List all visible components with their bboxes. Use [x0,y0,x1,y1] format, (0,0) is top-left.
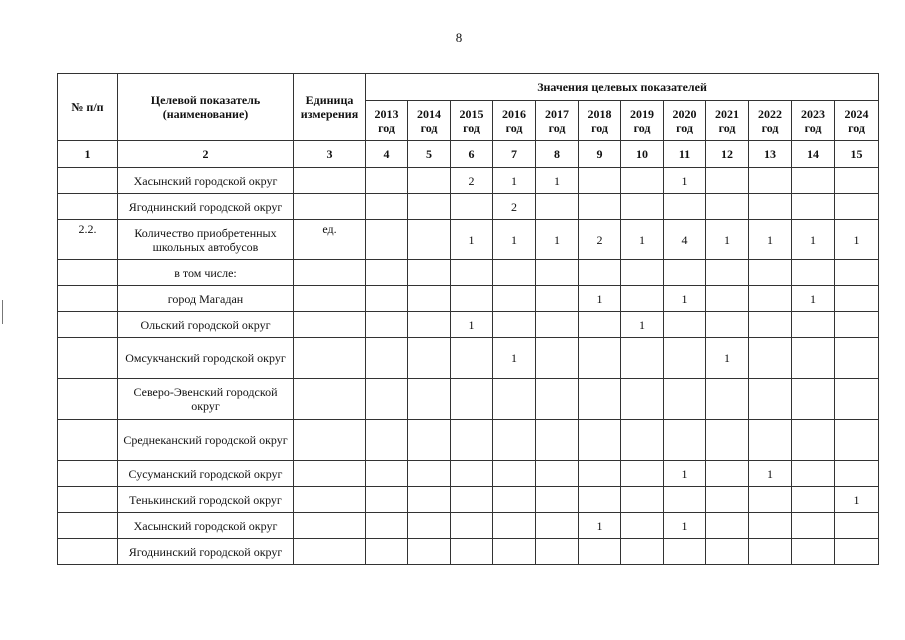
row-value: 1 [493,168,536,194]
row-number [58,338,118,379]
header-year: 2024 год [835,101,879,141]
row-value: 1 [749,220,792,260]
row-value: 1 [451,220,493,260]
header-year: 2018 год [579,101,621,141]
row-value [408,286,451,312]
row-value [579,487,621,513]
row-value [366,539,408,565]
row-value [493,539,536,565]
row-value [792,168,835,194]
column-number: 11 [664,141,706,168]
row-value [536,379,579,420]
header-year: 2015 год [451,101,493,141]
row-value [451,539,493,565]
row-value: 1 [493,338,536,379]
row-unit [294,379,366,420]
row-indicator-name: Хасынский городской округ [118,168,294,194]
row-value [579,539,621,565]
row-value: 1 [835,487,879,513]
row-value [366,461,408,487]
row-indicator-name: Тенькинский городской округ [118,487,294,513]
table-row [58,168,879,194]
row-value [366,168,408,194]
row-number [58,286,118,312]
row-value [408,194,451,220]
row-value [408,220,451,260]
row-value [408,420,451,461]
header-year: 2020 год [664,101,706,141]
row-value [706,461,749,487]
row-value: 1 [664,168,706,194]
row-value [706,513,749,539]
row-value: 1 [835,220,879,260]
header-year: 2013 год [366,101,408,141]
row-value [706,379,749,420]
row-value: 2 [579,220,621,260]
row-value [621,260,664,286]
column-number: 5 [408,141,451,168]
row-value [749,379,792,420]
row-value [792,312,835,338]
table-row [58,220,879,260]
row-value [366,286,408,312]
row-value [835,168,879,194]
row-unit [294,168,366,194]
row-number [58,260,118,286]
row-value: 1 [664,286,706,312]
header-col-no: № п/п [58,74,118,141]
row-number [58,539,118,565]
row-number [58,312,118,338]
row-value [792,461,835,487]
row-value [536,338,579,379]
row-value [579,420,621,461]
table-row [58,379,879,420]
row-indicator-name: в том числе: [118,260,294,286]
row-value [664,539,706,565]
row-value [536,420,579,461]
row-value: 1 [536,220,579,260]
row-value: 1 [451,312,493,338]
row-value: 1 [706,338,749,379]
row-value: 1 [493,220,536,260]
row-value [664,487,706,513]
row-value [749,539,792,565]
row-indicator-name: Среднеканский городской округ [118,420,294,461]
row-value [706,420,749,461]
row-value [792,420,835,461]
row-value [835,338,879,379]
row-value [621,194,664,220]
column-number: 7 [493,141,536,168]
table-row [58,487,879,513]
row-value: 1 [536,168,579,194]
header-year: 2019 год [621,101,664,141]
row-value: 1 [621,312,664,338]
table-row [58,420,879,461]
row-value [579,379,621,420]
table-row [58,461,879,487]
row-value [451,286,493,312]
row-value [792,338,835,379]
row-value [536,513,579,539]
row-unit [294,286,366,312]
row-value [408,539,451,565]
column-number: 4 [366,141,408,168]
row-value [579,260,621,286]
column-number: 12 [706,141,749,168]
row-value [366,312,408,338]
row-value [664,420,706,461]
column-number: 6 [451,141,493,168]
row-indicator-name: Омсукчанский городской округ [118,338,294,379]
column-number: 3 [294,141,366,168]
column-number: 13 [749,141,792,168]
row-value [493,260,536,286]
row-value [536,461,579,487]
row-value [792,539,835,565]
header-year: 2022 год [749,101,792,141]
row-value [706,487,749,513]
row-value [749,487,792,513]
row-value [749,513,792,539]
row-value [621,379,664,420]
row-value [835,420,879,461]
row-value [835,260,879,286]
row-value [536,194,579,220]
row-number [58,194,118,220]
row-value [579,312,621,338]
row-value [835,513,879,539]
row-value [493,513,536,539]
row-value [366,513,408,539]
row-value [749,286,792,312]
row-value [579,194,621,220]
row-value [493,286,536,312]
row-value [493,420,536,461]
row-value [792,513,835,539]
row-value [664,260,706,286]
row-value [408,168,451,194]
row-number [58,379,118,420]
header-col-indicator: Целевой показатель (наименование) [118,74,294,141]
row-value [536,539,579,565]
row-value [664,312,706,338]
row-value: 1 [749,461,792,487]
row-unit [294,539,366,565]
row-value [451,379,493,420]
row-value [408,461,451,487]
row-value [664,379,706,420]
row-value [792,487,835,513]
row-indicator-name: Хасынский городской округ [118,513,294,539]
row-value [749,260,792,286]
table-row [58,338,879,379]
row-unit [294,312,366,338]
table-header [58,74,879,168]
table-row [58,312,879,338]
row-value [792,379,835,420]
row-value [408,260,451,286]
header-year: 2014 год [408,101,451,141]
column-number: 14 [792,141,835,168]
row-indicator-name: Ягоднинский городской округ [118,194,294,220]
row-number: 2.2. [58,220,118,260]
row-value [536,260,579,286]
row-value [749,168,792,194]
row-value [536,487,579,513]
row-value [706,260,749,286]
row-value [579,461,621,487]
target-indicators-table [57,73,879,565]
column-number: 8 [536,141,579,168]
row-value [749,312,792,338]
row-value [408,487,451,513]
row-value [408,338,451,379]
row-value [451,338,493,379]
row-value: 1 [706,220,749,260]
row-unit [294,420,366,461]
row-value [664,194,706,220]
column-number: 15 [835,141,879,168]
row-number [58,513,118,539]
row-value [536,312,579,338]
row-value [408,513,451,539]
row-value [835,194,879,220]
column-number: 9 [579,141,621,168]
table-row [58,260,879,286]
row-number [58,420,118,461]
table-row [58,286,879,312]
page-number: 8 [455,30,463,45]
row-indicator-name: город Магадан [118,286,294,312]
table-row [58,194,879,220]
row-value [621,338,664,379]
row-indicator-name: Ольский городской округ [118,312,294,338]
row-value [366,487,408,513]
row-value [749,420,792,461]
header-year: 2023 год [792,101,835,141]
row-unit [294,194,366,220]
row-value [366,420,408,461]
row-value [451,260,493,286]
row-value [664,338,706,379]
row-value [706,286,749,312]
row-value: 2 [493,194,536,220]
row-value [706,168,749,194]
row-value [366,260,408,286]
row-value [706,194,749,220]
row-value [621,168,664,194]
row-unit: ед. [294,220,366,260]
row-value [408,379,451,420]
header-col-unit: Единица измерения [294,74,366,141]
row-value: 1 [792,286,835,312]
row-number [58,168,118,194]
row-value: 2 [451,168,493,194]
row-unit [294,260,366,286]
row-value [451,194,493,220]
row-value [451,513,493,539]
row-value: 4 [664,220,706,260]
row-value [366,194,408,220]
row-value [621,461,664,487]
row-unit [294,338,366,379]
row-value [451,420,493,461]
row-value [835,312,879,338]
row-value [579,168,621,194]
row-number [58,461,118,487]
row-value [366,379,408,420]
row-value [621,487,664,513]
row-unit [294,513,366,539]
header-year: 2021 год [706,101,749,141]
row-value [536,286,579,312]
row-value [451,461,493,487]
row-value [493,312,536,338]
row-value [835,539,879,565]
row-value: 1 [621,220,664,260]
row-value [621,286,664,312]
row-value: 1 [664,461,706,487]
row-value [451,487,493,513]
row-value [749,338,792,379]
row-value [706,539,749,565]
row-value [366,338,408,379]
row-value [792,260,835,286]
row-indicator-name: Северо-Эвенский городской округ [118,379,294,420]
column-number: 1 [58,141,118,168]
column-number: 10 [621,141,664,168]
row-indicator-name: Сусуманский городской округ [118,461,294,487]
row-value [835,379,879,420]
row-value [493,461,536,487]
table-body [58,168,879,565]
row-value [493,379,536,420]
row-unit [294,461,366,487]
row-indicator-name: Количество приобретенных школьных автобусов [118,220,294,260]
row-value [792,194,835,220]
scan-edge-mark [2,300,3,324]
row-value [621,420,664,461]
row-value [835,461,879,487]
row-value [366,220,408,260]
row-indicator-name: Ягоднинский городской округ [118,539,294,565]
row-value: 1 [664,513,706,539]
row-unit [294,487,366,513]
column-number: 2 [118,141,294,168]
row-value [493,487,536,513]
row-value [749,194,792,220]
header-year: 2017 год [536,101,579,141]
table-row [58,513,879,539]
row-value [408,312,451,338]
row-value [835,286,879,312]
header-col-values: Значения целевых показателей [366,74,879,101]
row-value [621,539,664,565]
row-value: 1 [792,220,835,260]
row-value [706,312,749,338]
row-number [58,487,118,513]
row-value [621,513,664,539]
table-row [58,539,879,565]
header-year: 2016 год [493,101,536,141]
row-value [579,338,621,379]
row-value: 1 [579,513,621,539]
row-value: 1 [579,286,621,312]
